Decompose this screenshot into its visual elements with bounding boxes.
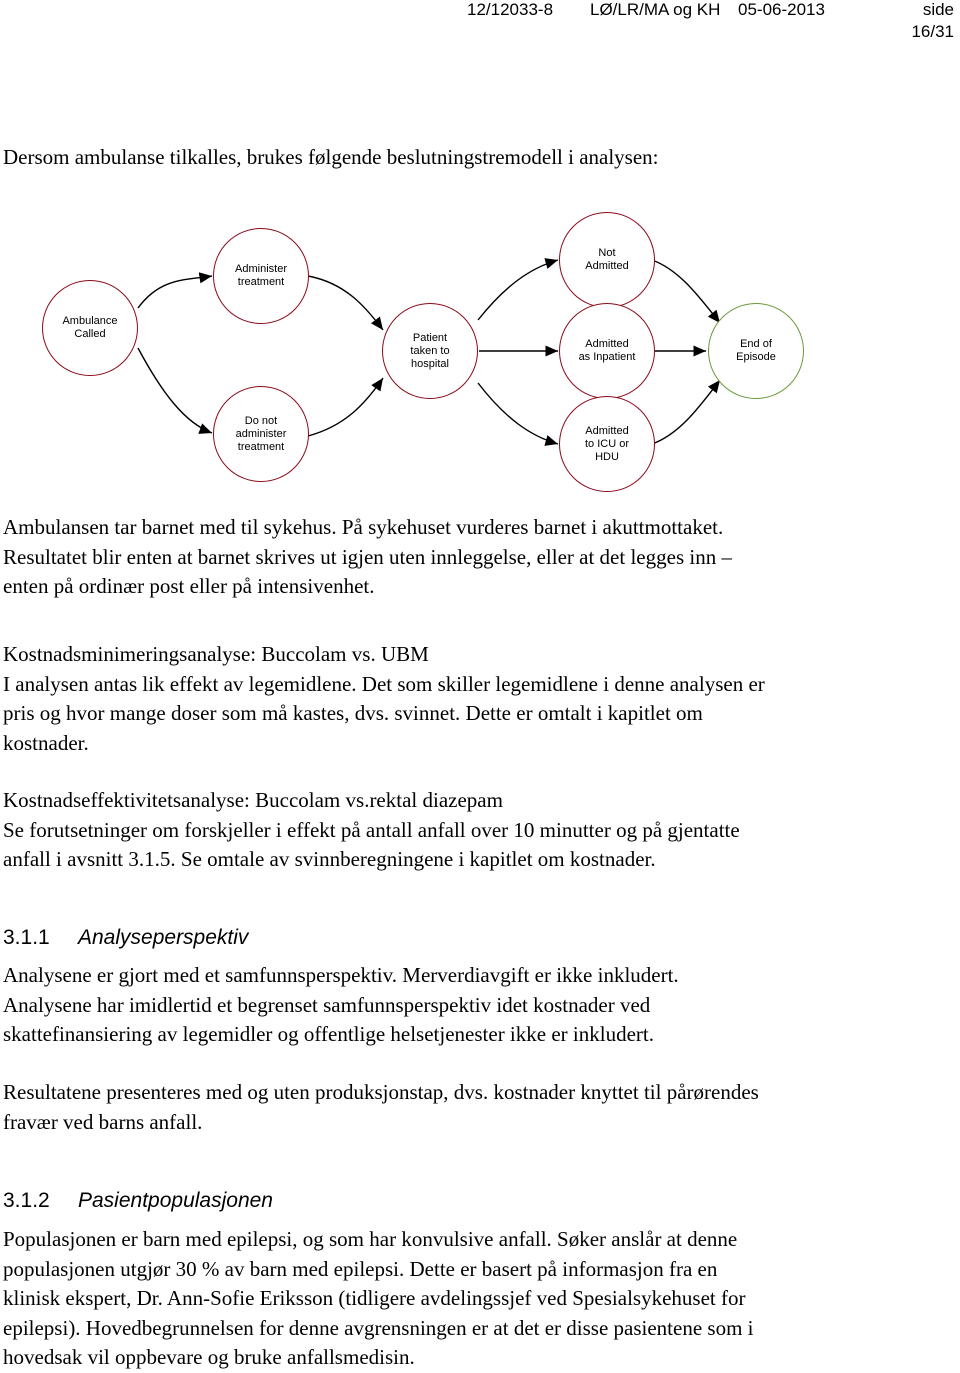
edge-called-to-do-not <box>138 348 212 433</box>
paragraph-title: Kostnadseffektivitetsanalyse: Buccolam vs.rektal diazepam <box>3 788 503 812</box>
section-heading-3-1-1 <box>3 926 248 950</box>
text-line: anfall i avsnitt 3.1.5. Se omtale av svinnberegningene i kapitlet om kostnader. <box>3 847 656 871</box>
edge-hospital-to-icu <box>478 383 558 444</box>
node-do-not-administer: Do not administer treatment <box>213 386 309 482</box>
text-line: Resultatene presenteres med og uten produksjonstap, dvs. kostnader knyttet til pårørendes <box>3 1080 759 1104</box>
intro-paragraph <box>3 143 943 173</box>
page-label: side <box>922 0 954 19</box>
text-line: Populasjonen er barn med epilepsi, og som har konvulsive anfall. Søker anslår at denne <box>3 1227 738 1251</box>
text-line: Se forutsetninger om forskjeller i effekt på antall anfall over 10 minutter og på gjentatte <box>3 817 740 842</box>
page-number: 16/31 <box>911 22 954 41</box>
edge-not-admitted-to-end <box>652 260 720 323</box>
edge-administer-to-hospital <box>308 276 383 330</box>
intro-text: Dersom ambulanse tilkalles, brukes følgende beslutningstremodell i analysen: <box>3 145 659 169</box>
decision-tree-connectors <box>0 208 960 498</box>
text-line: fravær ved barns anfall. <box>3 1109 203 1134</box>
document-date: 05-06-2013 <box>738 0 825 19</box>
text-line: populasjonen utgjør 30 % av barn med epilepsi. Dette er basert på informasjon fra en <box>3 1256 718 1281</box>
text-line: skattefinansiering av legemidler og offentlige helsetjenester ikke er inkludert. <box>3 1022 654 1046</box>
text-line: kostnader. <box>3 730 89 755</box>
text-line: hovedsak vil oppbevare og bruke anfallsmedisin. <box>3 1345 415 1369</box>
section-number: 3.1.1 <box>3 926 50 949</box>
edge-called-to-administer <box>138 276 212 308</box>
text-line: Ambulansen tar barnet med til sykehus. På sykehuset vurderes barnet i akuttmottaket. <box>3 515 724 539</box>
text-line: I analysen antas lik effekt av legemidlene. Det som skiller legemidlene i denne analysen er <box>3 671 765 696</box>
node-patient-taken-to-hospital: Patient taken to hospital <box>382 303 478 399</box>
edge-icu-to-end <box>652 380 720 444</box>
edge-hospital-to-not-admitted <box>478 260 558 320</box>
population-paragraph <box>3 1225 943 1373</box>
text-line: Analysene har imidlertid et begrenset samfunnsperspektiv idet kostnader ved <box>3 992 651 1017</box>
node-admitted-icu: Admitted to ICU or HDU <box>559 396 655 492</box>
node-ambulance-called: Ambulance Called <box>42 280 138 376</box>
text-line: epilepsi). Hovedbegrunnelsen for denne avgrensningen er at det er disse pasientene som i <box>3 1315 754 1340</box>
section-number: 3.1.2 <box>3 1189 50 1212</box>
text-line: pris og hvor mange doser som må kastes, dvs. svinnet. Dette er omtalt i kapitlet om <box>3 701 703 725</box>
section-heading-3-1-2 <box>3 1189 273 1213</box>
page-header <box>0 0 956 44</box>
node-not-admitted: Not Admitted <box>559 212 655 308</box>
text-line: Analysene er gjort med et samfunnsperspektiv. Merverdiavgift er ikke inkludert. <box>3 963 679 987</box>
node-administer-treatment: Administer treatment <box>213 228 309 324</box>
edge-do-not-to-hospital <box>308 378 383 436</box>
cost-effectiveness-paragraph <box>3 786 943 875</box>
cost-minimization-paragraph <box>3 640 943 758</box>
decision-tree-diagram <box>0 208 960 498</box>
text-line: Resultatet blir enten at barnet skrives ut igjen uten innleggelse, eller at det legges inn – <box>3 544 732 569</box>
text-line: klinisk ekspert, Dr. Ann-Sofie Eriksson (tidligere avdelingssjef ved Spesialsykehuset for <box>3 1286 746 1310</box>
section-title: Pasientpopulasjonen <box>78 1189 273 1212</box>
section-title: Analyseperspektiv <box>78 926 249 949</box>
text-line: enten på ordinær post eller på intensivenhet. <box>3 574 375 598</box>
paragraph-title: Kostnadsminimeringsanalyse: Buccolam vs. UBM <box>3 642 429 666</box>
node-admitted-inpatient: Admitted as Inpatient <box>559 303 655 399</box>
hospital-paragraph <box>3 513 943 602</box>
document-authors: LØ/LR/MA og KH <box>590 0 721 19</box>
perspective-paragraph <box>3 961 943 1050</box>
results-paragraph <box>3 1078 943 1137</box>
document-number: 12/12033-8 <box>467 0 554 19</box>
node-end-of-episode: End of Episode <box>708 303 804 399</box>
